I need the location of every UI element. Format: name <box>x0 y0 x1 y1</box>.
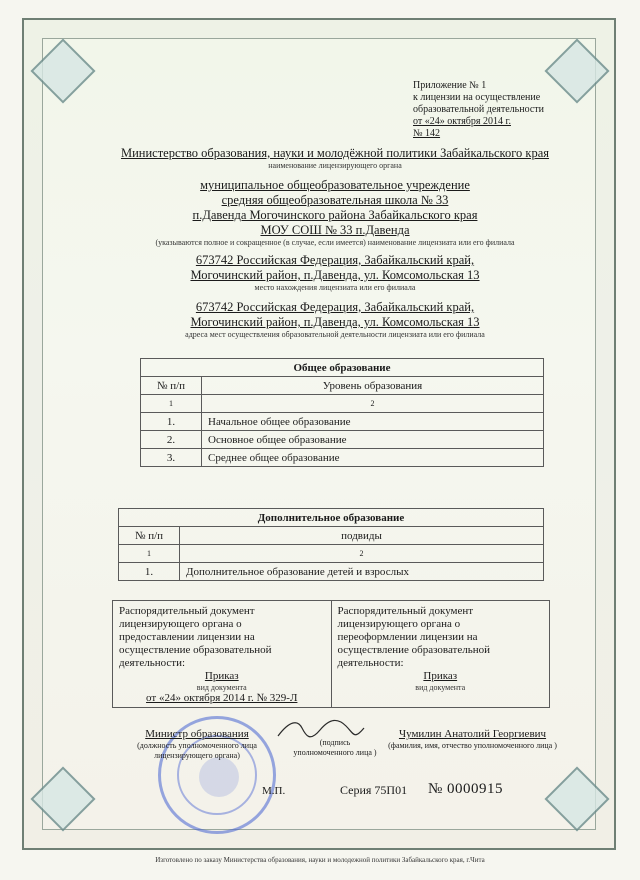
table-row <box>141 449 544 467</box>
signature-position <box>112 728 282 761</box>
licensee-line: муниципальное общеобразовательное учреждение <box>200 178 470 192</box>
col-index: 2 <box>180 545 544 563</box>
authority-caption: наименование лицензирующего органа <box>268 161 402 170</box>
row-text: Среднее общее образование <box>202 449 544 467</box>
activity-address-line: 673742 Российская Федерация, Забайкальский край, <box>195 300 475 314</box>
activity-address-line: Могочинский район, п.Давенда, ул. Комсомольская 13 <box>190 315 480 329</box>
order-doc-caption: вид документа <box>196 683 247 692</box>
order-line: Распорядительный документ <box>119 605 255 617</box>
table-row <box>119 563 544 581</box>
row-text: Основное общее образование <box>202 431 544 449</box>
appendix-number: № 142 <box>413 128 441 139</box>
row-text: Начальное общее образование <box>202 413 544 431</box>
licensee-short-name: МОУ СОШ № 33 п.Давенда <box>260 223 410 237</box>
sign-caption: уполномоченного лица ) <box>293 748 377 757</box>
col-index: 2 <box>202 395 544 413</box>
licensee-block <box>110 178 560 248</box>
order-line: лицензирующего органа о <box>337 618 461 630</box>
order-doc-type: Приказ <box>423 670 458 682</box>
order-line: переоформлении лицензии на <box>337 631 478 643</box>
order-line: деятельности: <box>119 657 186 669</box>
general-education-table <box>140 358 544 467</box>
location-block <box>110 253 560 293</box>
serial-label: Серия 75П01 <box>340 783 408 797</box>
row-text: Дополнительное образование детей и взрослых <box>180 563 544 581</box>
location-line: 673742 Российская Федерация, Забайкальский край, <box>195 253 475 267</box>
appendix-line: к лицензии на осуществление <box>413 92 541 103</box>
footer-note: Изготовлено по заказу Министерства образования, науки и молодежной политики Забайкальского края, г.Чита <box>155 856 485 864</box>
order-line: осуществление образовательной <box>119 644 272 656</box>
position-caption: лицензирующего органа) <box>154 751 240 760</box>
activity-address-block <box>110 300 560 340</box>
order-right <box>331 601 550 707</box>
activity-address-caption: адреса мест осуществления образовательной деятельности лицензиата или его филиала <box>185 330 485 339</box>
col-header: подвиды <box>180 527 544 545</box>
authority-block <box>110 146 560 171</box>
seal-place-label: М.П. <box>262 785 286 797</box>
order-doc-type: Приказ <box>204 670 239 682</box>
col-header: Уровень образования <box>202 377 544 395</box>
position-caption: (должность уполномоченного лица <box>137 741 257 750</box>
position-text: Министр образования <box>145 728 249 740</box>
row-number: 1. <box>141 413 202 431</box>
order-line: предоставлении лицензии на <box>119 631 255 643</box>
orders-box <box>112 600 550 708</box>
col-header: № п/п <box>119 527 180 545</box>
additional-education-table <box>118 508 544 581</box>
table-row <box>141 431 544 449</box>
appendix-line: образовательной деятельности <box>413 104 544 115</box>
table-row <box>141 413 544 431</box>
row-number: 1. <box>119 563 180 581</box>
form-number: № 0000915 <box>428 781 504 797</box>
authority-name: Министерство образования, науки и молодёжной политики Забайкальского края <box>120 146 550 160</box>
location-caption: место нахождения лицензиата или его филиала <box>254 283 416 292</box>
order-line: Распорядительный документ <box>337 605 474 617</box>
general-education-title: Общее образование <box>141 359 544 377</box>
order-date: от «24» октября 2014 г. № 329-Л <box>146 692 298 704</box>
sign-caption: (подпись <box>319 738 351 747</box>
location-line: Могочинский район, п.Давенда, ул. Комсомольская 13 <box>190 268 480 282</box>
order-line: лицензирующего органа о <box>119 618 242 630</box>
signer-name: Чумилин Анатолий Георгиевич <box>398 728 547 740</box>
signature-area <box>280 728 390 758</box>
signature-name <box>380 728 565 751</box>
row-number: 3. <box>141 449 202 467</box>
additional-education-title: Дополнительное образование <box>119 509 544 527</box>
licensee-line: п.Давенда Могочинского района Забайкальского края <box>192 208 478 222</box>
col-index: 1 <box>141 395 202 413</box>
appendix-line: Приложение № 1 <box>413 80 487 91</box>
col-header: № п/п <box>141 377 202 395</box>
appendix-date: от «24» октября 2014 г. <box>413 116 511 127</box>
order-left <box>113 601 331 707</box>
col-index: 1 <box>119 545 180 563</box>
signer-name-caption: (фамилия, имя, отчество уполномоченного лица ) <box>388 741 557 750</box>
order-line: деятельности: <box>337 657 404 669</box>
licensee-line: средняя общеобразовательная школа № 33 <box>221 193 449 207</box>
appendix-note <box>413 80 563 140</box>
order-line: осуществление образовательной <box>337 644 491 656</box>
licensee-caption: (указываются полное и сокращенное (в случае, если имеется) наименование лицензиата или его филиала <box>155 238 515 247</box>
order-doc-caption: вид документа <box>415 683 466 692</box>
row-number: 2. <box>141 431 202 449</box>
